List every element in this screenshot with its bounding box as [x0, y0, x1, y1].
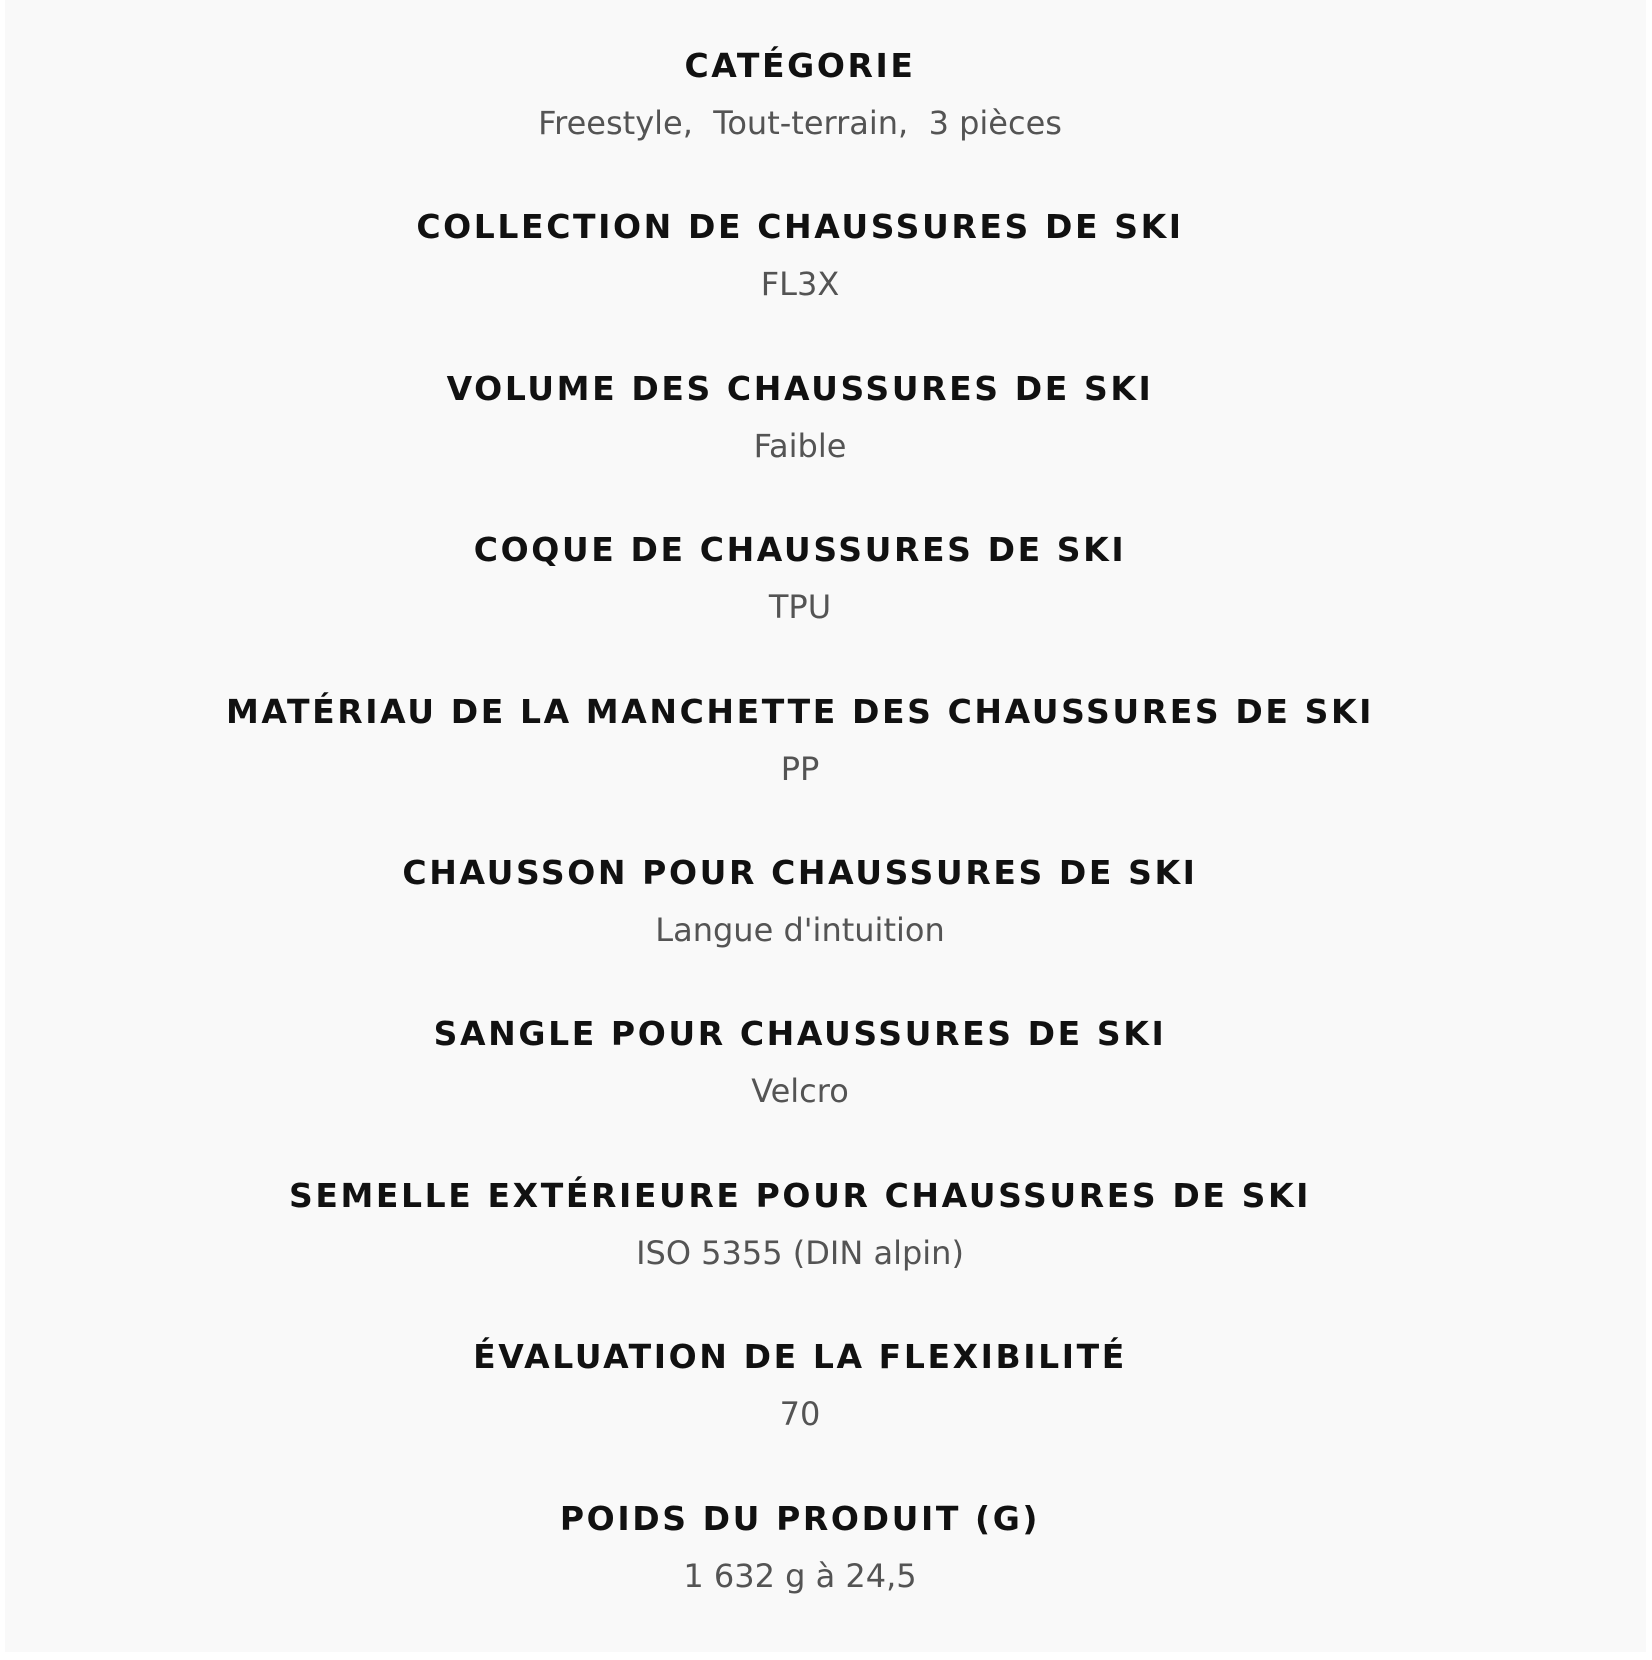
spec-value	[5, 103, 1595, 143]
specifications-panel	[5, 0, 1646, 1652]
spec-label: MATÉRIAU DE LA MANCHETTE DES CHAUSSURES DE SKI	[225, 691, 1375, 731]
spec-item-category	[5, 46, 1595, 207]
spec-item-flex-rating	[5, 1337, 1595, 1498]
spec-item-boot-collection	[5, 207, 1595, 368]
spec-label: CHAUSSON POUR CHAUSSURES DE SKI	[402, 852, 1198, 892]
spec-label: COQUE DE CHAUSSURES DE SKI	[473, 530, 1127, 570]
spec-label: VOLUME DES CHAUSSURES DE SKI	[446, 368, 1154, 408]
spec-value: TPU	[768, 588, 832, 627]
spec-value-part: , 3 pièces	[898, 104, 1062, 142]
spec-value: Velcro	[751, 1072, 849, 1111]
spec-value: ISO 5355 (DIN alpin)	[636, 1233, 964, 1272]
spec-item-strap	[5, 1014, 1595, 1175]
spec-value: 1 632 g à 24,5	[683, 1556, 917, 1595]
spec-label: SANGLE POUR CHAUSSURES DE SKI	[433, 1014, 1167, 1054]
spec-label: ÉVALUATION DE LA FLEXIBILITÉ	[473, 1337, 1127, 1377]
spec-value: FL3X	[760, 265, 840, 304]
spec-item-product-weight	[5, 1499, 1595, 1660]
spec-value: 70	[779, 1395, 821, 1434]
spec-item-liner	[5, 853, 1595, 1014]
spec-label: SEMELLE EXTÉRIEURE POUR CHAUSSURES DE SKI	[288, 1175, 1312, 1215]
spec-label: COLLECTION DE CHAUSSURES DE SKI	[416, 207, 1184, 247]
spec-value: PP	[780, 749, 820, 788]
spec-item-boot-volume	[5, 369, 1595, 530]
spec-item-boot-shell	[5, 530, 1595, 691]
spec-value: Faible	[753, 426, 847, 465]
spec-value-part: Freestyle	[538, 104, 683, 142]
spec-value: Langue d'intuition	[655, 910, 945, 949]
spec-item-outsole	[5, 1176, 1595, 1337]
spec-label: POIDS DU PRODUIT (G)	[559, 1498, 1041, 1538]
spec-item-cuff-material	[5, 692, 1595, 853]
spec-label: CATÉGORIE	[684, 46, 916, 85]
spec-value-part: , Tout-terrain	[683, 104, 898, 142]
specifications-list	[5, 0, 1595, 1660]
